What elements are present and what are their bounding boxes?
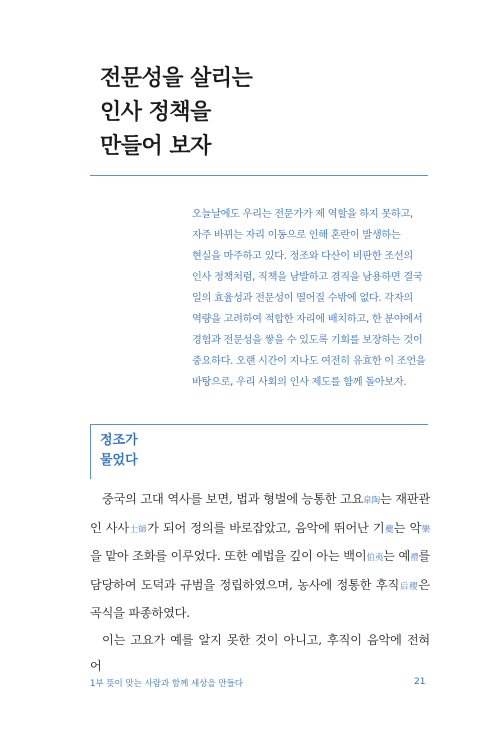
hanja-annotation: 樂 [421, 524, 430, 535]
body-text-run: 를 담당하여 도덕과 규범을 정립하였으며, 농사에 정통한 후직 [90, 549, 431, 592]
hanja-annotation: 伯夷 [366, 553, 384, 563]
running-footer: 1부 뜻이 맞는 사람과 함께 세상을 만들다 [90, 679, 243, 689]
intro-line-9: 바탕으로, 우리 사회의 인사 제도를 함께 돌아보자. [192, 377, 407, 388]
intro-line-8: 중요하다. 오랜 시간이 지나도 여전히 유효한 이 조언을 [192, 356, 426, 367]
hanja-annotation: 士師 [128, 524, 148, 535]
section-heading-frame [90, 424, 428, 479]
body-text-run: 가 되어 정의를 바로잡았고, 음악에 뛰어난 기 [147, 520, 385, 535]
page-number: 21 [414, 677, 426, 687]
intro-line-3: 현실을 마주하고 있다. 정조와 다산이 비판한 조선의 [192, 251, 413, 262]
intro-line-4: 인사 정책처럼, 직책을 남발하고 겸직을 남용하면 결국 [192, 272, 423, 283]
chapter-title-line-2: 인사 정책을 [100, 100, 211, 125]
chapter-intro [192, 204, 432, 393]
body-text-run: 는 악 [393, 520, 422, 535]
section-heading [100, 431, 138, 471]
hanja-annotation: 皐陶 [363, 496, 380, 506]
body-text-run: 는 재판관 인 사사 [90, 492, 431, 535]
intro-line-5: 일의 효율성과 전문성이 떨어질 수밖에 없다. 각자의 [192, 293, 413, 304]
body-text-run: 중국의 고대 역사를 보면, 법과 형벌에 능통한 고요 [102, 492, 364, 506]
chapter-title-line-1: 전문성을 살리는 [100, 66, 253, 91]
intro-line-7: 경험과 전문성을 쌓을 수 있도록 기회를 보장하는 것이 [192, 335, 423, 346]
body-text-run: 을 맡아 조화를 이루었다. 또한 예법을 깊이 아는 백이 [90, 549, 367, 563]
body-text-run: 은 곡식을 파종하였다. [90, 577, 430, 620]
body-text-run: 는 예 [383, 549, 411, 563]
title-divider [90, 175, 428, 176]
section-heading-line-2: 물었다 [100, 453, 138, 468]
chapter-title [100, 62, 252, 164]
chapter-title-line-3: 만들어 보자 [100, 134, 211, 159]
body-paragraph-1 [90, 486, 430, 627]
body-paragraph-2: 이는 고요가 예를 알지 못한 것이 아니고, 후직이 음악에 전혀 어 [90, 632, 430, 673]
body-text [90, 486, 430, 680]
intro-line-2: 자주 바뀌는 자리 이동으로 인해 혼란이 발생하는 [192, 230, 401, 241]
hanja-annotation: 禮 [410, 553, 419, 563]
hanja-annotation: 夔 [384, 524, 394, 535]
intro-line-6: 역량을 고려하여 적합한 자리에 배치하고, 한 분야에서 [192, 314, 423, 325]
hanja-annotation: 后稷 [399, 581, 419, 592]
section-heading-line-1: 정조가 [100, 433, 138, 448]
intro-line-1: 오늘날에도 우리는 전문가가 제 역할을 하지 못하고, [192, 209, 413, 220]
